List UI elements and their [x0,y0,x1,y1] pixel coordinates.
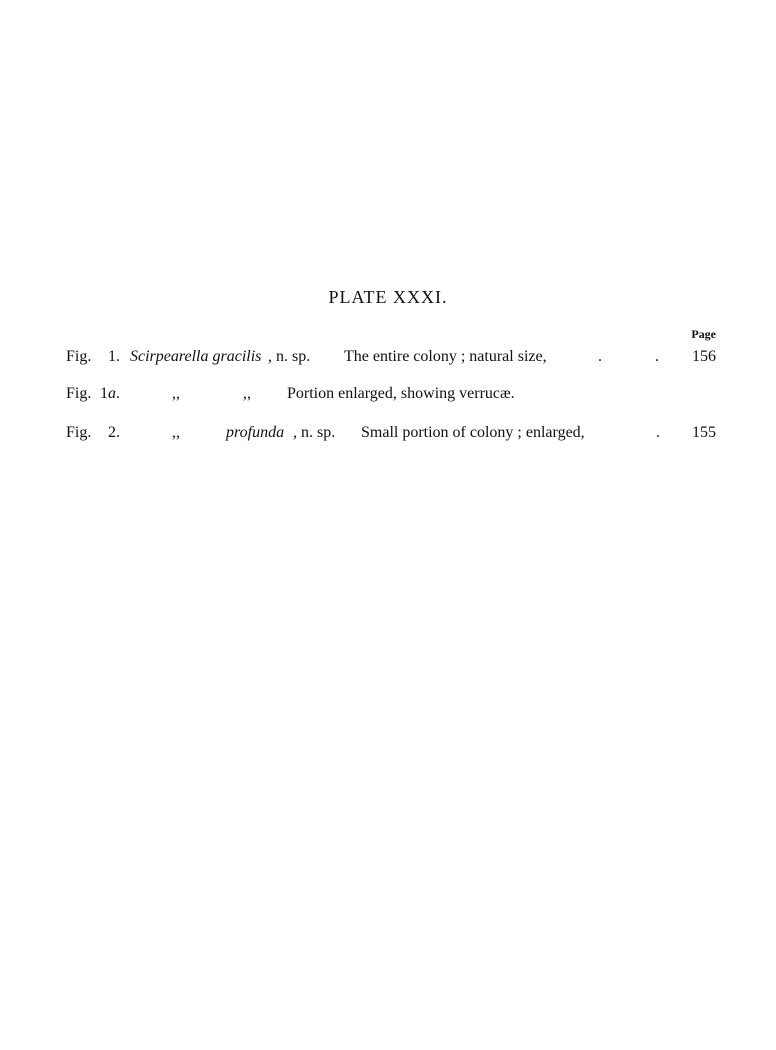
fig-number-digit: 1 [100,385,108,402]
fig-number: 1. [108,348,120,365]
page-column-header: Page [691,327,716,341]
figure-description: Portion enlarged, showing verrucæ. [287,385,515,402]
ditto-mark: ,, [243,385,251,402]
fig-label: Fig. [66,424,92,441]
leader-dot: . [656,424,660,441]
page-number: 156 [692,348,716,365]
new-species-note: , n. sp. [293,424,336,441]
species-name: Scirpearella gracilis [130,348,262,365]
plate-title: PLATE XXXI. [328,287,448,307]
new-species-note: , n. sp. [268,348,311,365]
fig-label: Fig. [66,385,92,402]
fig-number-suffix: a [108,385,116,402]
leader-dot: . [598,348,602,365]
species-name: profunda [226,424,285,441]
fig-label: Fig. [66,348,92,365]
ditto-mark: ,, [172,385,180,402]
fig-number: 2. [108,424,120,441]
figure-entry-1 [0,348,776,370]
ditto-mark: ,, [172,424,180,441]
figure-description: Small portion of colony ; enlarged, [361,424,585,441]
figure-description: The entire colony ; natural size, [344,348,547,365]
figure-entry-2 [0,385,776,407]
leader-dot: . [655,348,659,365]
page-number: 155 [692,424,716,441]
fig-number: 1a. [100,385,120,402]
figure-entry-3 [0,424,776,446]
